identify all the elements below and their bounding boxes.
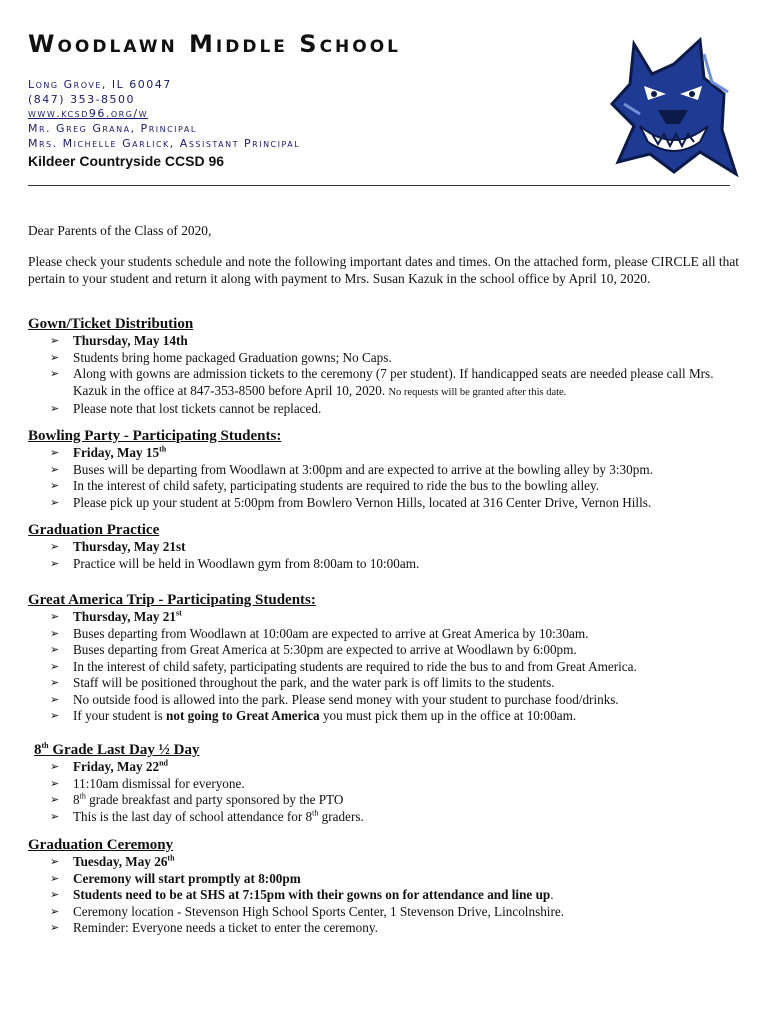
list-item: ➢ 11:10am dismissal for everyone. xyxy=(50,775,245,791)
letter-intro: Please check your students schedule and note the following important dates and times. On the attached form, please CIRCLE all that pertain to your student and return it along with payment to Mrs. Susan Kazuk in the school office by April 10, 2020. xyxy=(28,254,739,286)
section-title: Graduation Practice xyxy=(28,522,160,538)
assistant-principal-name: Mrs. Michelle Garlick, Assistant Principal xyxy=(28,137,301,150)
school-website-link[interactable]: www.kcsd96.org/w xyxy=(28,107,149,120)
list-item: ➢ Students need to be at SHS at 7:15pm with their gowns on for attendance and line up. xyxy=(50,887,554,902)
bullet-arrow-icon: ➢ xyxy=(50,643,60,656)
section-graduation-ceremony xyxy=(28,836,748,937)
bullet-arrow-icon: ➢ xyxy=(50,760,60,773)
bullet-arrow-icon: ➢ xyxy=(50,692,60,706)
bullet-arrow-icon: ➢ xyxy=(50,709,60,722)
bullet-arrow-icon: ➢ xyxy=(50,921,60,934)
bullet-arrow-icon: ➢ xyxy=(50,676,60,689)
section-title: Graduation Ceremony xyxy=(28,837,174,853)
section-title: 8th Grade Last Day ½ Day xyxy=(34,741,200,758)
list-item: ➢ Along with gowns are admission tickets to the ceremony (7 per student). If handicapped seats are needed please call Mrs. Kazuk in the office at 847-353-8500 before April 10, 2020. No requests will be granted after this date. xyxy=(50,366,714,398)
list-item: ➢ Reminder: Everyone needs a ticket to enter the ceremony. xyxy=(50,920,378,935)
list-item: ➢ Ceremony location - Stevenson High School Sports Center, 1 Stevenson Drive, Lincolnshire. xyxy=(50,903,564,919)
list-item: ➢ 8th grade breakfast and party sponsored by the PTO xyxy=(50,791,344,807)
header-divider xyxy=(28,185,730,186)
list-item: ➢ Staff will be positioned throughout the park, and the water park is off limits to the students. xyxy=(50,675,555,690)
bullet-arrow-icon: ➢ xyxy=(50,350,60,364)
list-item: ➢ Students bring home packaged Graduation gowns; No Caps. xyxy=(50,349,392,365)
district-name: Kildeer Countryside CCSD 96 xyxy=(28,153,225,169)
list-item: ➢ Thursday, May 21st xyxy=(50,539,186,554)
list-item: ➢ Buses departing from Great America at 5:30pm are expected to arrive at Woodlawn by 6:00pm. xyxy=(50,642,577,657)
list-item: ➢ Ceremony will start promptly at 8:00pm xyxy=(50,870,301,886)
principal-name: Mr. Greg Grana, Principal xyxy=(28,122,197,135)
section-great-america-trip xyxy=(28,591,748,725)
letter-greeting: Dear Parents of the Class of 2020, xyxy=(28,223,212,238)
list-item: ➢ No outside food is allowed into the park. Please send money with your student to purchase food/drinks. xyxy=(50,691,619,707)
list-item: ➢ Please pick up your student at 5:00pm from Bowlero Vernon Hills, located at 316 Center Drive, Vernon Hills. xyxy=(50,494,652,510)
bullet-arrow-icon: ➢ xyxy=(50,904,60,918)
bullet-arrow-icon: ➢ xyxy=(50,871,60,885)
section-title: Gown/Ticket Distribution xyxy=(28,316,194,332)
list-item: ➢ Buses will be departing from Woodlawn at 3:00pm and are expected to arrive at the bowling alley by 3:30pm. xyxy=(50,461,653,477)
school-name: Woodlawn Middle School xyxy=(28,30,402,58)
wolf-mascot-logo xyxy=(604,34,740,178)
list-item: ➢ Thursday, May 21st xyxy=(50,608,182,624)
bullet-arrow-icon: ➢ xyxy=(50,479,60,492)
bullet-arrow-icon: ➢ xyxy=(50,626,60,640)
bullet-arrow-icon: ➢ xyxy=(50,888,60,901)
list-item: ➢ In the interest of child safety, participating students are required to ride the bus to and from Great America. xyxy=(50,658,637,674)
bullet-arrow-icon: ➢ xyxy=(50,855,60,868)
section-title: Great America Trip - Participating Students: xyxy=(28,592,316,608)
bullet-arrow-icon: ➢ xyxy=(50,402,60,415)
bullet-arrow-icon: ➢ xyxy=(50,809,60,823)
list-item: ➢ This is the last day of school attendance for 8th graders. xyxy=(50,808,364,824)
list-item: ➢ In the interest of child safety, participating students are required to ride the bus to the bowling alley. xyxy=(50,478,599,493)
section-graduation-practice xyxy=(28,521,748,572)
list-item: ➢ Thursday, May 14th xyxy=(50,333,188,348)
list-item: ➢ Friday, May 22nd xyxy=(50,758,168,774)
bullet-arrow-icon: ➢ xyxy=(50,776,60,790)
bullet-arrow-icon: ➢ xyxy=(50,462,60,476)
bullet-arrow-icon: ➢ xyxy=(50,495,60,509)
section-title: Bowling Party - Participating Students: xyxy=(28,428,282,444)
bullet-arrow-icon: ➢ xyxy=(50,540,60,553)
school-address: Long Grove, IL 60047 xyxy=(28,78,172,91)
list-item: ➢ Tuesday, May 26th xyxy=(50,853,175,869)
bullet-arrow-icon: ➢ xyxy=(50,659,60,673)
bullet-arrow-icon: ➢ xyxy=(50,446,60,459)
bullet-arrow-icon: ➢ xyxy=(50,334,60,347)
list-item: ➢ Friday, May 15th xyxy=(50,444,167,460)
section-bowling-party xyxy=(28,427,748,511)
school-phone: (847) 353-8500 xyxy=(28,93,136,106)
section-gown-ticket xyxy=(28,315,748,418)
list-item: ➢ Practice will be held in Woodlawn gym from 8:00am to 10:00am. xyxy=(50,555,420,571)
list-item: ➢ Please note that lost tickets cannot be replaced. xyxy=(50,401,322,416)
list-item: ➢ If your student is not going to Great America you must pick them up in the office at 10:00am. xyxy=(50,708,577,723)
section-last-day xyxy=(28,741,748,825)
list-item: ➢ Buses departing from Woodlawn at 10:00am are expected to arrive at Great America by 10:30am. xyxy=(50,625,589,641)
bullet-arrow-icon: ➢ xyxy=(50,610,60,623)
bullet-arrow-icon: ➢ xyxy=(50,367,60,380)
bullet-arrow-icon: ➢ xyxy=(50,556,60,570)
bullet-arrow-icon: ➢ xyxy=(50,793,60,806)
